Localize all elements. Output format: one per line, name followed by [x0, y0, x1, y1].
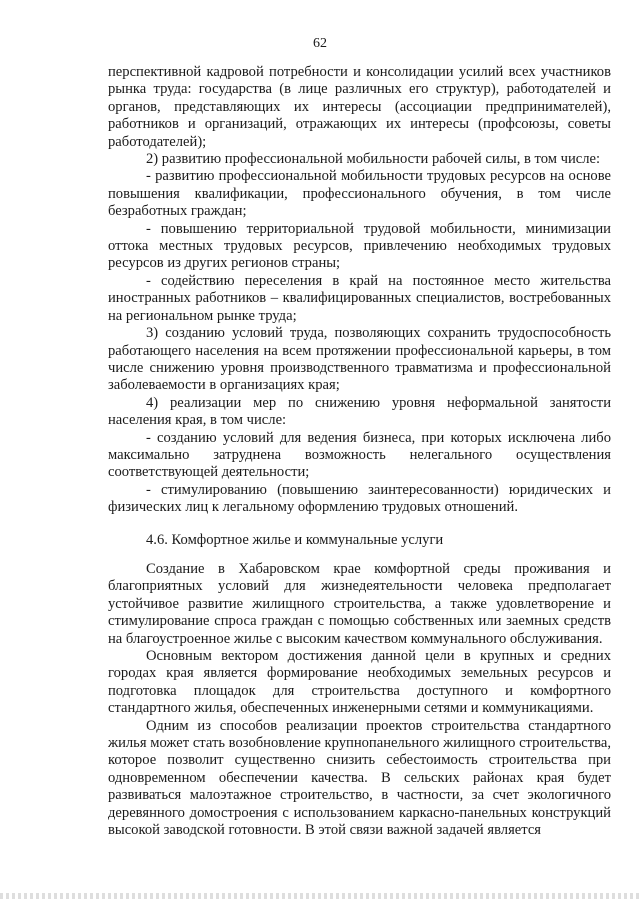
- paragraphs-after: [108, 561, 611, 840]
- document-body: [108, 64, 611, 839]
- paragraph: Одним из способов реализации проектов строительства стандартного жилья может стать возобновление крупнопанельного жилищного строительства, которое позволит существенно снизить себестоимость строительства при одновременном обеспечении качества. В сельских районах края будет развиваться малоэтажное строительство, в частности, за счет экологичного деревянного домостроения с использованием каркасно-панельных конструкций высокой заводской готовности. В этой связи важной задачей является: [108, 717, 611, 839]
- paragraph: Создание в Хабаровском крае комфортной среды проживания и благоприятных условий для жизнедеятельности человека предполагает устойчивое развитие жилищного строительства, а также удовлетворение и стимулирование спроса граждан с помощью собственных или заемных средств на благоустроенное жилье с высоким качеством коммунального обслуживания.: [108, 560, 611, 647]
- paragraph: перспективной кадровой потребности и консолидации усилий всех участников рынка труда: государства (в лице различных его структур), работодателей и органов, представляющих их интересы (ассоциации предпринимателей), работников и организаций, отражающих их интересы (профсоюзы, советы работодателей);: [108, 64, 611, 150]
- paragraph: 3) созданию условий труда, позволяющих сохранить трудоспособность работающего населения на всем протяжении профессиональной карьеры, в том числе снижению уровня производственного травматизма и профессиональной заболеваемости в организациях края;: [108, 325, 611, 394]
- page-number: 62: [313, 36, 327, 51]
- paragraph: - развитию профессиональной мобильности трудовых ресурсов на основе повышения квалификации, профессионального обучения, в том числе безработных граждан;: [108, 168, 611, 220]
- paragraph: - содействию переселения в край на постоянное место жительства иностранных работников – квалифицированных специалистов, востребованных на региональном рынке труда;: [108, 272, 611, 324]
- paragraph: - созданию условий для ведения бизнеса, при которых исключена либо максимально затруднена возможность нелегального осуществления соответствующей деятельности;: [108, 429, 611, 481]
- paragraph: 4) реализации мер по снижению уровня неформальной занятости населения края, в том числе:: [108, 394, 611, 429]
- scan-footer-artifact: [0, 893, 640, 899]
- section-heading-wrap: [108, 532, 611, 549]
- paragraph: Основным вектором достижения данной цели в крупных и средних городах края является формирование необходимых земельных ресурсов и подготовка площадок для строительства доступного и комфортного стандартного жилья, обеспеченных инженерными сетями и коммуникациями.: [108, 648, 611, 717]
- section-heading: 4.6. Комфортное жилье и коммунальные услуги: [146, 531, 444, 548]
- paragraphs-before: [108, 64, 611, 517]
- paragraph: 2) развитию профессиональной мобильности рабочей силы, в том числе:: [146, 151, 601, 168]
- paragraph: - стимулированию (повышению заинтересованности) юридических и физических лиц к легальному оформлению трудовых отношений.: [108, 481, 611, 516]
- paragraph: - повышению территориальной трудовой мобильности, минимизации оттока местных трудовых ресурсов, привлечению необходимых трудовых ресурсов из других регионов страны;: [108, 220, 611, 272]
